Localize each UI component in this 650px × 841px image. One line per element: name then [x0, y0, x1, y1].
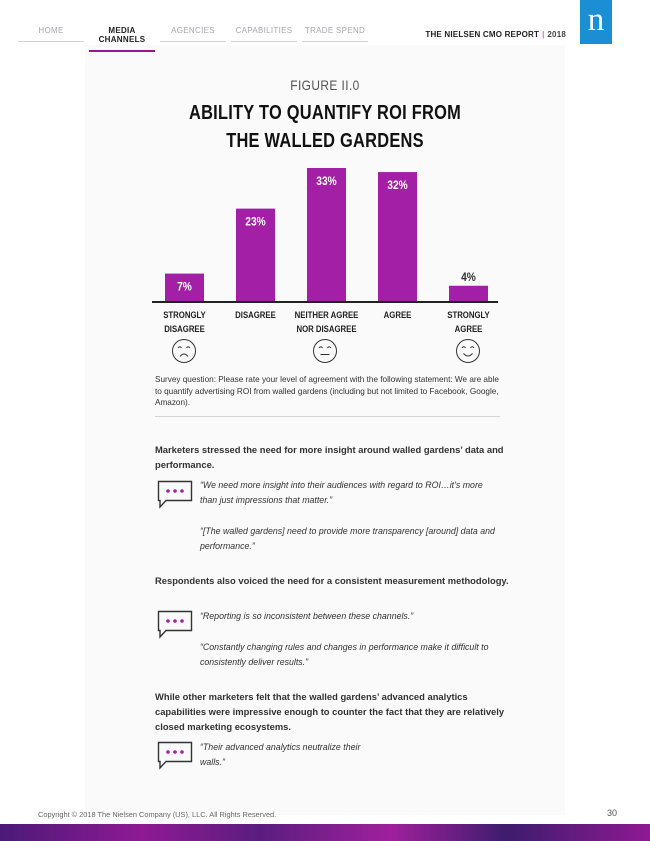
sad-face-icon [173, 340, 196, 363]
category-label: STRONGLY [163, 309, 206, 321]
speech-bubble-icon [157, 480, 193, 510]
chart-title-line-1: ABILITY TO QUANTIFY ROI FROM [188, 102, 462, 124]
nav-tab-trade-spend[interactable]: TRADE SPEND [302, 26, 368, 42]
category-label: NOR DISAGREE [296, 323, 357, 335]
bar-chart [0, 0, 650, 370]
decorative-footer-band [0, 824, 650, 841]
bar-value-label: 32% [387, 179, 408, 193]
section-3-heading: While other marketers felt that the walled gardens’ advanced analytics capabilities were impressive enough to counter the fact that they are relatively closed marketing ecosystems. [155, 691, 505, 732]
bar-value-label: 23% [245, 215, 266, 229]
category-label: AGREE [383, 309, 412, 321]
copyright-notice: Copyright © 2018 The Nielsen Company (US), LLC. All Rights Reserved. [38, 810, 277, 819]
category-label: STRONGLY [447, 309, 490, 321]
nav-tab-home[interactable]: HOME [18, 26, 84, 42]
bar-value-label: 7% [177, 280, 192, 294]
report-title-separator: | [542, 30, 545, 39]
report-title-text: THE NIELSEN CMO REPORT [425, 30, 540, 39]
figure-label: FIGURE II.0 [290, 77, 360, 93]
bar-5 [449, 286, 488, 302]
happy-face-icon [457, 340, 480, 363]
section-2-heading: Respondents also voiced the need for a consistent measurement methodology. [155, 575, 509, 586]
speech-bubble-icon [157, 741, 193, 771]
section-1-heading: Marketers stressed the need for more insight around walled gardens’ data and performance. [155, 444, 504, 470]
nav-tab-agencies[interactable]: AGENCIES [160, 26, 226, 42]
survey-question: Survey question: Please rate your level of agreement with the following statement: We are able to quantify advertising ROI from walled gardens (including but not limited to Facebook, Google, Amazon). [155, 375, 499, 407]
report-year: 2018 [547, 30, 566, 39]
bar-value-label: 33% [316, 175, 337, 189]
quote-text: “We need more insight into their audiences with regard to ROI…it’s more than just impressions that matter.” [200, 480, 483, 505]
category-label: AGREE [454, 323, 483, 335]
category-label: DISAGREE [164, 323, 205, 335]
quote-text: “[The walled gardens] need to provide more transparency [around] data and performance.” [200, 526, 495, 551]
quote-text: “Constantly changing rules and changes in performance make it difficult to consistently deliver results.” [200, 642, 489, 667]
category-label: NEITHER AGREE [294, 309, 359, 321]
quote-text: “Reporting is so inconsistent between these channels.” [200, 611, 414, 621]
bar-value-label: 4% [461, 271, 476, 284]
chart-title-line-2: THE WALLED GARDENS [226, 130, 424, 152]
neutral-face-icon [314, 340, 337, 363]
speech-bubble-icon [157, 610, 193, 640]
divider [155, 416, 500, 417]
nav-tab-media-channels[interactable]: MEDIA CHANNELS [89, 26, 155, 52]
nav-tab-capabilities[interactable]: CAPABILITIES [231, 26, 297, 42]
category-label: DISAGREE [235, 309, 276, 321]
nielsen-logo[interactable]: n [580, 0, 612, 44]
quote-text: “Their advanced analytics neutralize their walls.” [200, 742, 361, 767]
page-number: 30 [606, 808, 617, 818]
